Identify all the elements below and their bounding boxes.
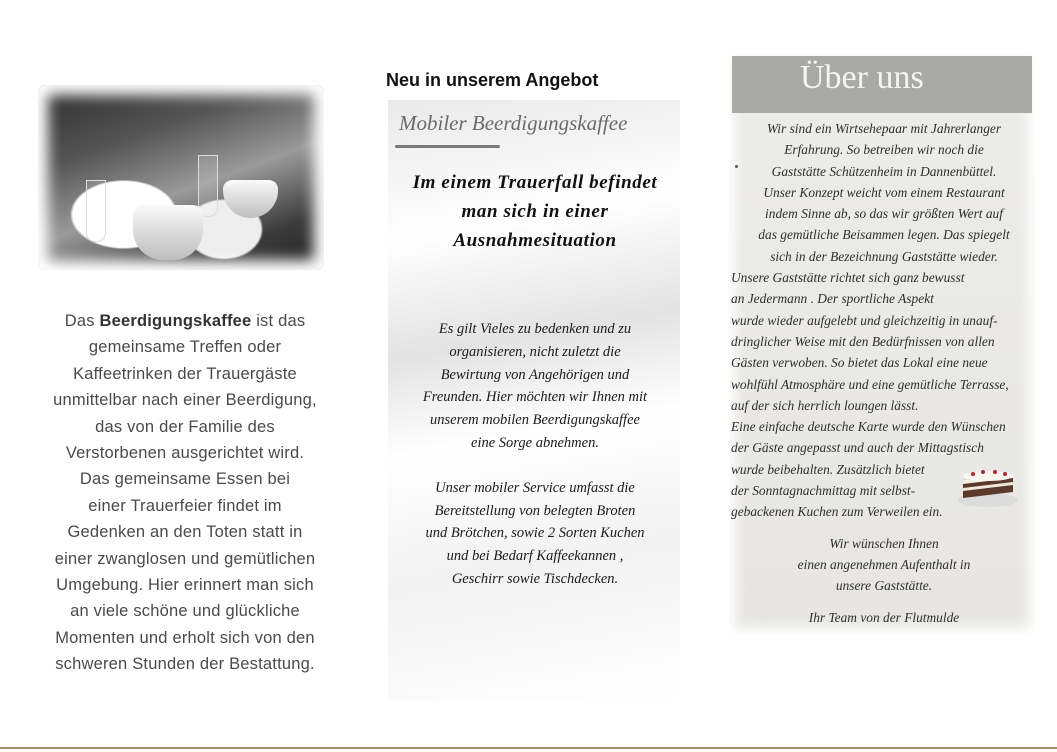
wine-glass-icon <box>198 155 218 217</box>
right-line: einen angenehmen Aufenthalt in <box>797 556 971 572</box>
left-line: gemeinsame Treffen oder <box>88 338 282 357</box>
right-line: Eine einfache deutsche Karte wurde den Wünschen <box>731 419 1006 435</box>
right-line: der Gäste angepasst und auch der Mittagstisch <box>731 440 984 456</box>
middle-title-line: Im einem Trauerfall befindet <box>412 172 658 193</box>
paragraph-gap <box>731 597 1037 607</box>
middle-heading: Neu in unserem Angebot <box>386 70 599 90</box>
right-line: indem Sinne ab, so das wir größten Wert auf <box>765 206 1003 222</box>
right-line: das gemütliche Beisammen legen. Das spiegelt <box>758 227 1010 243</box>
coffee-cup-icon <box>133 205 203 260</box>
right-line: Gaststätte Schützenheim in Dannenbüttel. <box>771 163 997 179</box>
subheading-underline <box>395 145 500 148</box>
middle-body-line: eine Sorge abnehmen. <box>471 434 599 451</box>
left-line: einer zwanglosen und gemütlichen <box>54 549 316 568</box>
cake-icon <box>955 460 1021 508</box>
right-line: Wir sind ein Wirtsehepaar mit Jahrerlanger <box>766 121 1002 136</box>
right-title: Über uns <box>800 59 924 96</box>
wine-glass-icon <box>86 180 106 242</box>
middle-subheading: Mobiler Beerdigungskaffee <box>399 111 628 135</box>
middle-body-line: und bei Bedarf Kaffeekannen , <box>446 548 624 565</box>
left-line: Verstorbenen ausgerichtet wird. <box>65 444 305 463</box>
right-signature: Ihr Team von der Flutmulde <box>808 609 960 625</box>
right-line: Wir wünschen Ihnen <box>829 535 939 551</box>
middle-title <box>390 168 680 255</box>
right-line: wurde beibehalten. Zusätzlich bietet <box>731 461 925 477</box>
right-line: Erfahrung. So betreiben wir noch die <box>784 142 984 158</box>
right-line: Gästen verwoben. So bietet das Lokal eine neue <box>731 355 988 371</box>
left-line: an viele schöne und glückliche <box>70 602 300 621</box>
middle-title-line: Ausnahmesituation <box>453 230 617 251</box>
right-line: unsere Gaststätte. <box>835 578 933 594</box>
left-line-1: Das Beerdigungskaffee ist das <box>64 312 306 330</box>
right-line: dringlicher Weise mit den Bedürfnissen von allen <box>731 333 995 349</box>
middle-title-line: man sich in einer <box>461 201 609 222</box>
bottom-rule <box>0 747 1057 749</box>
right-line: wurde wieder aufgelebt und gleichzeitig in unauf- <box>731 312 998 328</box>
middle-body-line: Geschirr sowie Tischdecken. <box>451 570 619 587</box>
left-line: Gedenken an den Toten statt in <box>67 523 303 542</box>
middle-body-line: unserem mobilen Beerdigungskaffee <box>430 412 640 429</box>
right-line: auf der sich herrlich loungen lässt. <box>731 397 919 413</box>
left-line: einer Trauerfeier findet im <box>88 496 282 515</box>
right-line: Unser Konzept weicht vom einem Restaurant <box>763 184 1005 200</box>
left-line: Momenten und erholt sich von den <box>55 628 315 647</box>
left-line: Kaffeetrinken der Trauergäste <box>73 364 297 383</box>
coffee-cup-icon <box>223 180 278 218</box>
middle-body-line: organisieren, nicht zuletzt die <box>449 343 621 360</box>
left-line: Das gemeinsame Essen bei <box>79 470 291 489</box>
left-line: Umgebung. Hier erinnert man sich <box>56 576 314 595</box>
middle-body-line: Es gilt Vieles zu bedenken und zu <box>438 321 632 337</box>
middle-body-line: Bewirtung von Angehörigen und <box>440 366 630 383</box>
middle-body <box>392 318 678 591</box>
left-line: das von der Familie des <box>95 417 275 436</box>
right-line: gebackenen Kuchen zum Verweilen ein. <box>731 504 943 520</box>
paragraph-gap <box>392 455 678 477</box>
middle-body-line: Freunden. Hier möchten wir Ihnen mit <box>422 389 648 406</box>
right-line: der Sonntagnachmittag mit selbst- <box>731 483 916 499</box>
right-line: wohlfühl Atmosphäre und eine gemütliche Terrasse, <box>731 376 1009 392</box>
table-setting-photo <box>38 85 324 270</box>
middle-body-line: Bereitstellung von belegten Broten <box>434 502 636 519</box>
middle-body-line: und Brötchen, sowie 2 Sorten Kuchen <box>425 525 645 542</box>
right-body <box>731 118 1037 628</box>
middle-body-line: Unser mobiler Service umfasst die <box>435 479 635 496</box>
right-line: sich in der Bezeichnung Gaststätte wieder. <box>770 248 998 264</box>
right-line: an Jedermann . Der sportliche Aspekt <box>731 291 934 307</box>
right-line: Unsere Gaststätte richtet sich ganz bewusst <box>731 270 965 286</box>
left-description <box>40 308 330 678</box>
paragraph-gap <box>731 523 1037 533</box>
left-line: schweren Stunden der Bestattung. <box>55 655 315 674</box>
left-line: unmittelbar nach einer Beerdigung, <box>53 391 317 410</box>
